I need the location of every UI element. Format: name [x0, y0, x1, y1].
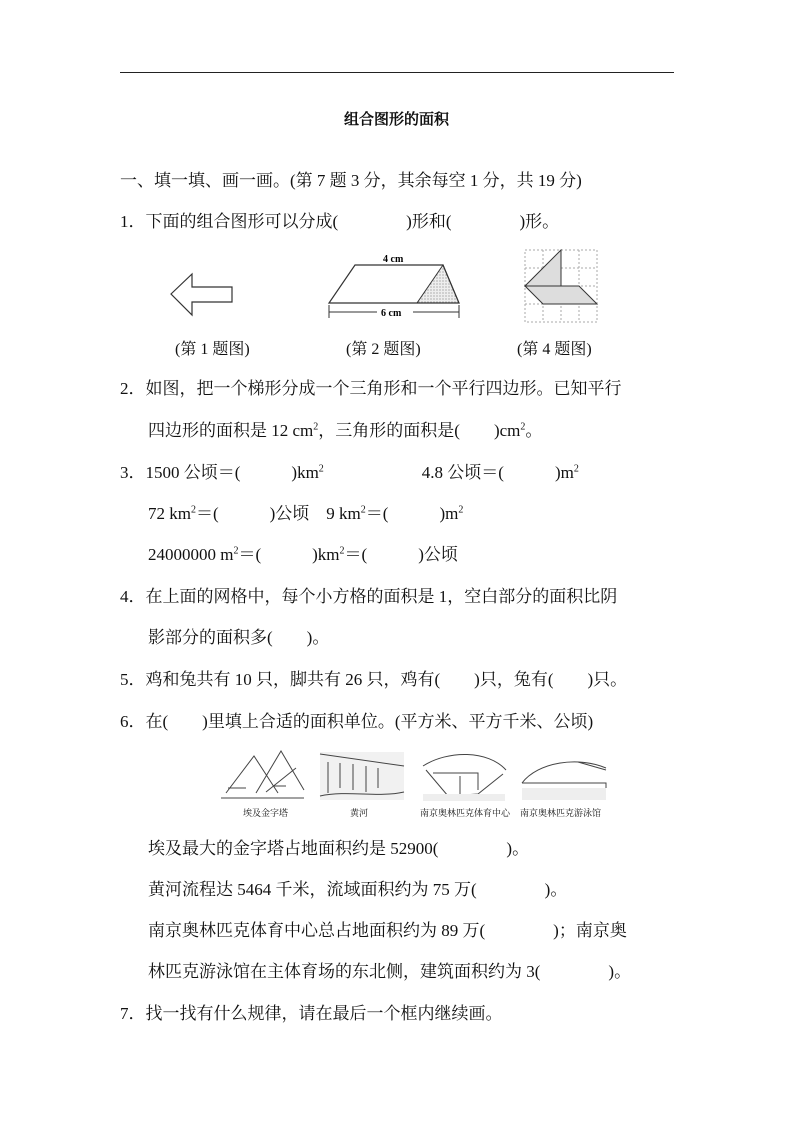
question-4-line2: 影部分的面积多( )。 — [148, 628, 330, 647]
text: ＝( )m — [365, 504, 459, 523]
text: 。 — [525, 421, 543, 440]
caption-fig2: (第 2 题图) — [346, 341, 421, 358]
sup: 2 — [520, 421, 526, 433]
image-caption-river: 黄河 — [350, 809, 369, 819]
question-3-line3 — [148, 544, 458, 566]
text: ＝( )km — [238, 545, 340, 564]
sup: 2 — [360, 504, 366, 516]
question-5: 5．鸡和兔共有 10 只，脚共有 26 只，鸡有( )只，兔有( )只。 — [120, 670, 628, 689]
grid-figure — [524, 249, 600, 325]
sup: 2 — [573, 463, 579, 475]
image-caption-pyramid: 埃及金字塔 — [243, 809, 289, 819]
text: 3．1500 公顷＝( )km — [120, 463, 319, 482]
text: ＝( )公顷 9 km — [195, 504, 361, 523]
text: ，三角形的面积是( )cm — [318, 421, 521, 440]
sup: 2 — [233, 545, 239, 557]
question-1: 1．下面的组合图形可以分成( )形和( )形。 — [120, 212, 560, 231]
question-7: 7．找一找有什么规律，请在最后一个框内继续画。 — [120, 1004, 503, 1023]
text: 4.8 公顷＝( )m — [421, 463, 574, 482]
pyramid-image — [216, 748, 306, 803]
question-3-line2 — [148, 503, 463, 525]
page-title: 组合图形的面积 — [343, 110, 449, 128]
text: 24000000 m — [148, 545, 234, 564]
caption-fig4: (第 4 题图) — [517, 341, 592, 358]
fig2-bottom-label: 6 cm — [381, 308, 402, 319]
question-6-line4: 林匹克游泳馆在主体育场的东北侧，建筑面积约为 3( )。 — [148, 962, 632, 981]
image-caption-swimming-hall: 南京奥林匹克游泳馆 — [520, 809, 602, 819]
sports-center-image — [418, 748, 508, 803]
question-2-line1: 2．如图，把一个梯形分成一个三角形和一个平行四边形。已知平行 — [120, 379, 622, 398]
question-6-line1: 埃及最大的金字塔占地面积约是 52900( )。 — [148, 839, 530, 858]
arrow-figure — [168, 272, 238, 320]
question-6-line3: 南京奥林匹克体育中心总占地面积约为 89 万( )；南京奥 — [148, 921, 627, 940]
sup: 2 — [339, 545, 345, 557]
caption-fig1: (第 1 题图) — [175, 341, 250, 358]
sup: 2 — [458, 504, 464, 516]
yellow-river-image — [318, 748, 406, 803]
fig2-top-label: 4 cm — [383, 254, 404, 265]
question-4-line1: 4．在上面的网格中，每个小方格的面积是 1，空白部分的面积比阴 — [120, 587, 618, 606]
question-3-line1 — [120, 462, 579, 484]
sup: 2 — [313, 421, 319, 433]
header-rule — [120, 72, 674, 73]
text: 72 km — [148, 504, 191, 523]
text: 四边形的面积是 12 cm — [148, 421, 314, 440]
sup: 2 — [190, 504, 196, 516]
trapezoid-figure — [325, 250, 465, 322]
question-6-line2: 黄河流程达 5464 千米，流域面积约为 75 万( )。 — [148, 880, 568, 899]
question-6: 6．在( )里填上合适的面积单位。(平方米、平方千米、公顷) — [120, 712, 594, 731]
text: ＝( )公顷 — [344, 545, 458, 564]
section-heading: 一、填一填、画一画。(第 7 题 3 分，其余每空 1 分，共 19 分) — [120, 171, 582, 190]
image-caption-sports-center: 南京奥林匹克体育中心 — [420, 809, 511, 819]
sup: 2 — [318, 463, 324, 475]
swimming-hall-image — [518, 748, 608, 803]
question-2-line2 — [148, 420, 542, 442]
